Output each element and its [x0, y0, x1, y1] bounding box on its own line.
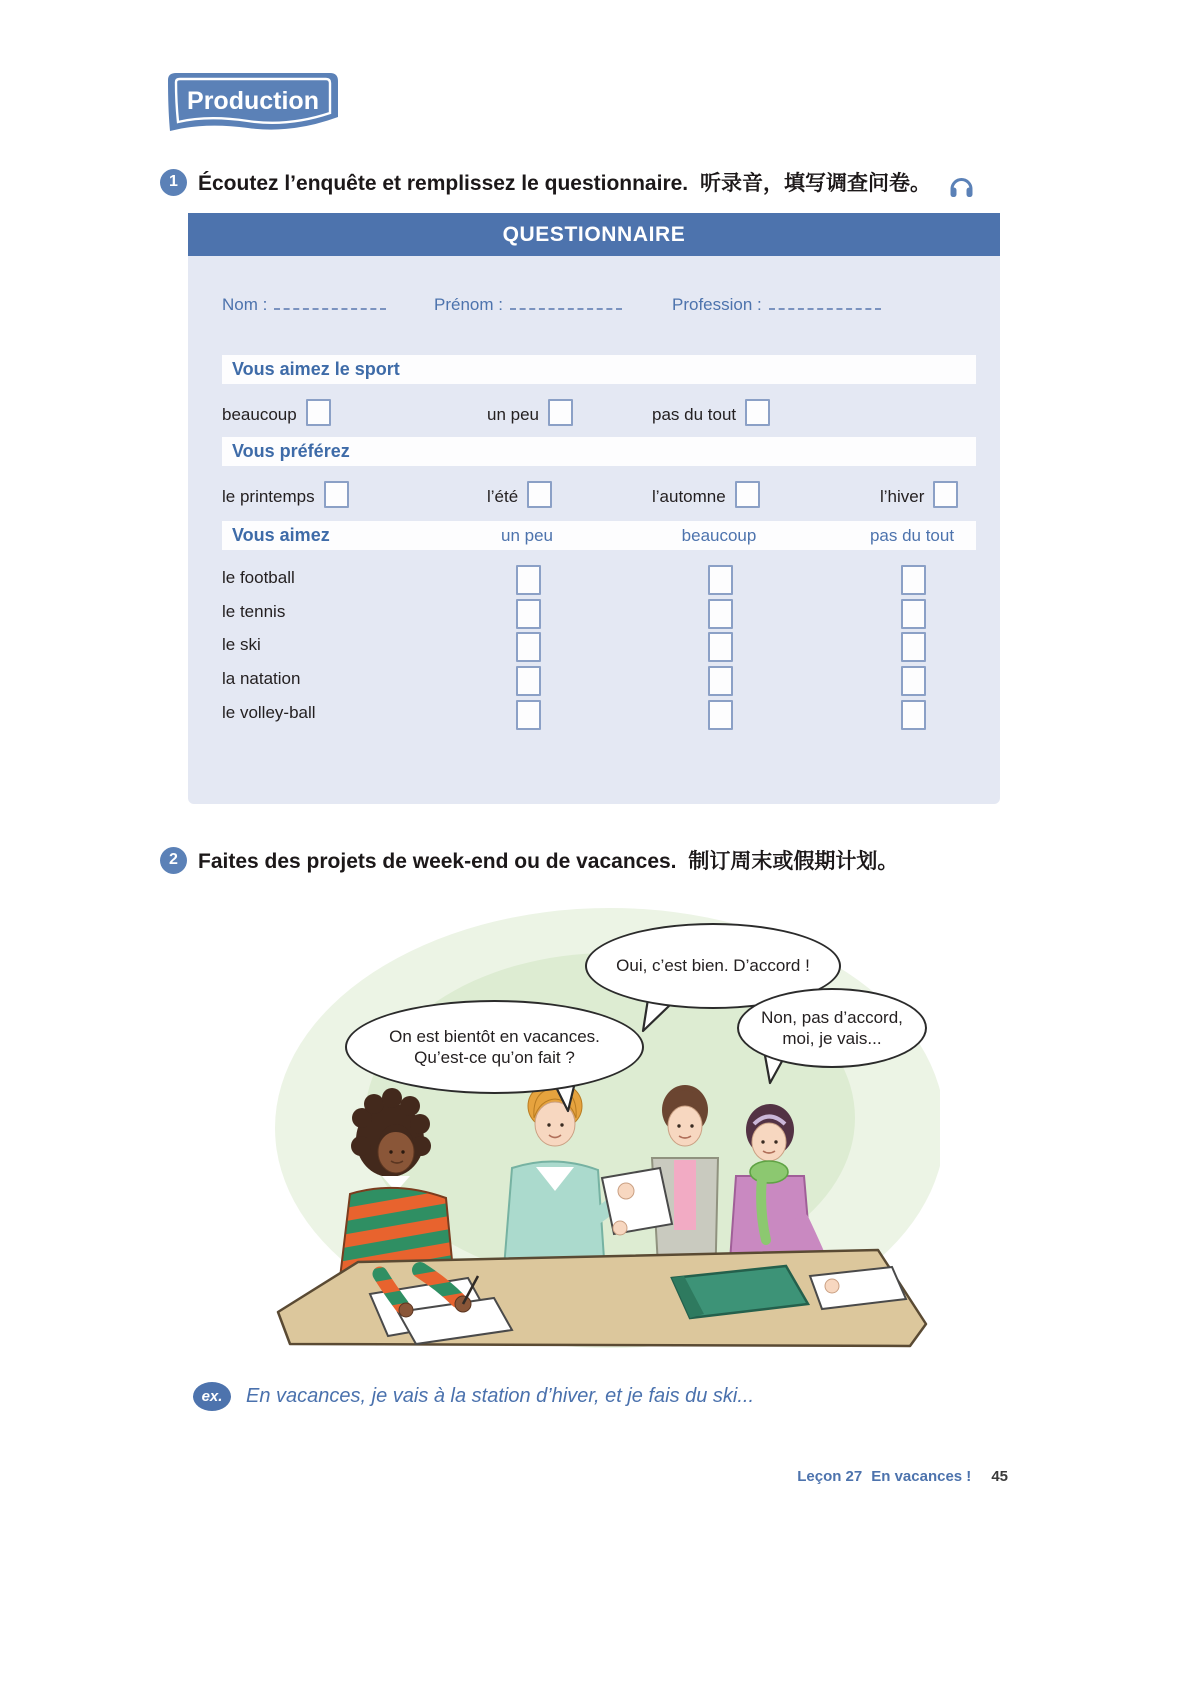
checkbox-automne[interactable]	[735, 481, 760, 508]
exercise1-instruction-fr: Écoutez l’enquête et remplissez le questionnaire.	[198, 172, 689, 195]
checkbox-ski-beaucoup[interactable]	[708, 632, 733, 662]
table-col-pasdutout: pas du tout	[869, 526, 955, 545]
footer-lesson-title: En vacances !	[871, 1468, 972, 1485]
checkbox-sport-beaucoup[interactable]	[306, 399, 331, 426]
example-line	[193, 1382, 754, 1411]
table-header-title: Vous aimez	[232, 525, 330, 545]
field-nom-input-line[interactable]	[274, 295, 386, 310]
exercise1-instruction	[198, 167, 931, 197]
row-ski-label: le ski	[222, 635, 261, 654]
checkbox-tennis-beaucoup[interactable]	[708, 599, 733, 629]
footer-page-number: 45	[991, 1468, 1008, 1485]
speech-bubble-3	[737, 988, 927, 1068]
held-paper	[602, 1168, 672, 1234]
option-automne	[652, 481, 760, 508]
checkbox-ski-unpeu[interactable]	[516, 632, 541, 662]
checkbox-volleyball-unpeu[interactable]	[516, 700, 541, 730]
field-profession-label: Profession :	[672, 295, 762, 314]
checkbox-printemps[interactable]	[324, 481, 349, 508]
example-badge: ex.	[193, 1382, 231, 1411]
speech-bubble-2-line2: Qu’est-ce qu’on fait ?	[414, 1048, 575, 1067]
checkbox-tennis-pasdutout[interactable]	[901, 599, 926, 629]
row-natation-label: la natation	[222, 669, 301, 688]
option-ete-label: l’été	[487, 487, 519, 506]
option-unpeu-label: un peu	[487, 405, 539, 424]
speech-bubble-1-line1: Oui, c’est bien. D’accord !	[616, 956, 810, 976]
option-beaucoup	[222, 399, 331, 426]
checkbox-natation-unpeu[interactable]	[516, 666, 541, 696]
option-pasdutout	[652, 399, 770, 426]
field-prenom-label: Prénom :	[434, 295, 503, 314]
exercise1-instruction-zh: 听录音，填写调查问卷。	[699, 172, 931, 195]
exercise2-instruction	[198, 845, 898, 875]
row-volleyball-label: le volley-ball	[222, 703, 316, 722]
headphones-icon	[948, 173, 975, 200]
speech-bubble-2	[345, 1000, 644, 1094]
questionnaire-box	[188, 213, 1000, 804]
field-prenom	[434, 295, 622, 315]
exercise1-heading	[160, 167, 975, 197]
field-profession-input-line[interactable]	[769, 295, 881, 310]
option-automne-label: l’automne	[652, 487, 726, 506]
example-text: En vacances, je vais à la station d’hiver, et je fais du ski...	[246, 1385, 755, 1407]
speech-bubble-3-line2: moi, je vais...	[782, 1029, 882, 1048]
field-profession	[672, 295, 881, 315]
page-footer	[600, 1468, 1008, 1485]
option-hiver-label: l’hiver	[880, 487, 925, 506]
exercise2-number-badge: 2	[160, 847, 187, 874]
checkbox-football-pasdutout[interactable]	[901, 565, 926, 595]
checkbox-ete[interactable]	[527, 481, 552, 508]
checkbox-volleyball-pasdutout[interactable]	[901, 700, 926, 730]
exercise2-instruction-zh: 制订周末或假期计划。	[688, 850, 899, 873]
section-sport-bar	[222, 355, 976, 384]
option-printemps	[222, 481, 349, 508]
checkbox-ski-pasdutout[interactable]	[901, 632, 926, 662]
field-nom-label: Nom :	[222, 295, 268, 314]
checkbox-natation-pasdutout[interactable]	[901, 666, 926, 696]
production-badge-label: Production	[187, 87, 319, 115]
exercise2-heading	[160, 845, 898, 875]
table-header-bar	[222, 521, 976, 550]
checkbox-sport-unpeu[interactable]	[548, 399, 573, 426]
row-football-label: le football	[222, 568, 295, 587]
option-ete	[487, 481, 552, 508]
questionnaire-title: QUESTIONNAIRE	[188, 213, 1000, 256]
production-badge	[158, 70, 348, 140]
field-nom	[222, 295, 386, 315]
checkbox-volleyball-beaucoup[interactable]	[708, 700, 733, 730]
option-hiver	[880, 481, 958, 508]
production-badge-shape	[158, 70, 348, 140]
checkbox-natation-beaucoup[interactable]	[708, 666, 733, 696]
speech-bubble-3-line1: Non, pas d’accord,	[761, 1007, 903, 1027]
row-tennis-label: le tennis	[222, 602, 286, 621]
exercise1-number-badge: 1	[160, 169, 187, 196]
checkbox-sport-pasdutout[interactable]	[745, 399, 770, 426]
checkbox-hiver[interactable]	[933, 481, 958, 508]
checkbox-football-unpeu[interactable]	[516, 565, 541, 595]
table-col-unpeu: un peu	[501, 526, 553, 545]
option-unpeu	[487, 399, 573, 426]
option-pasdutout-label: pas du tout	[652, 405, 737, 424]
checkbox-football-beaucoup[interactable]	[708, 565, 733, 595]
footer-lesson: Leçon 27	[797, 1468, 863, 1485]
option-printemps-label: le printemps	[222, 487, 315, 506]
checkbox-tennis-unpeu[interactable]	[516, 599, 541, 629]
section-sport-title: Vous aimez le sport	[232, 359, 400, 379]
field-prenom-input-line[interactable]	[510, 295, 622, 310]
exercise2-instruction-fr: Faites des projets de week-end ou de vacances.	[198, 850, 677, 873]
section-preferez-title: Vous préférez	[232, 441, 350, 461]
table-col-beaucoup: beaucoup	[681, 526, 757, 545]
speech-bubble-2-line1: On est bientôt en vacances.	[389, 1026, 600, 1046]
section-preferez-bar	[222, 437, 976, 466]
option-beaucoup-label: beaucoup	[222, 405, 297, 424]
